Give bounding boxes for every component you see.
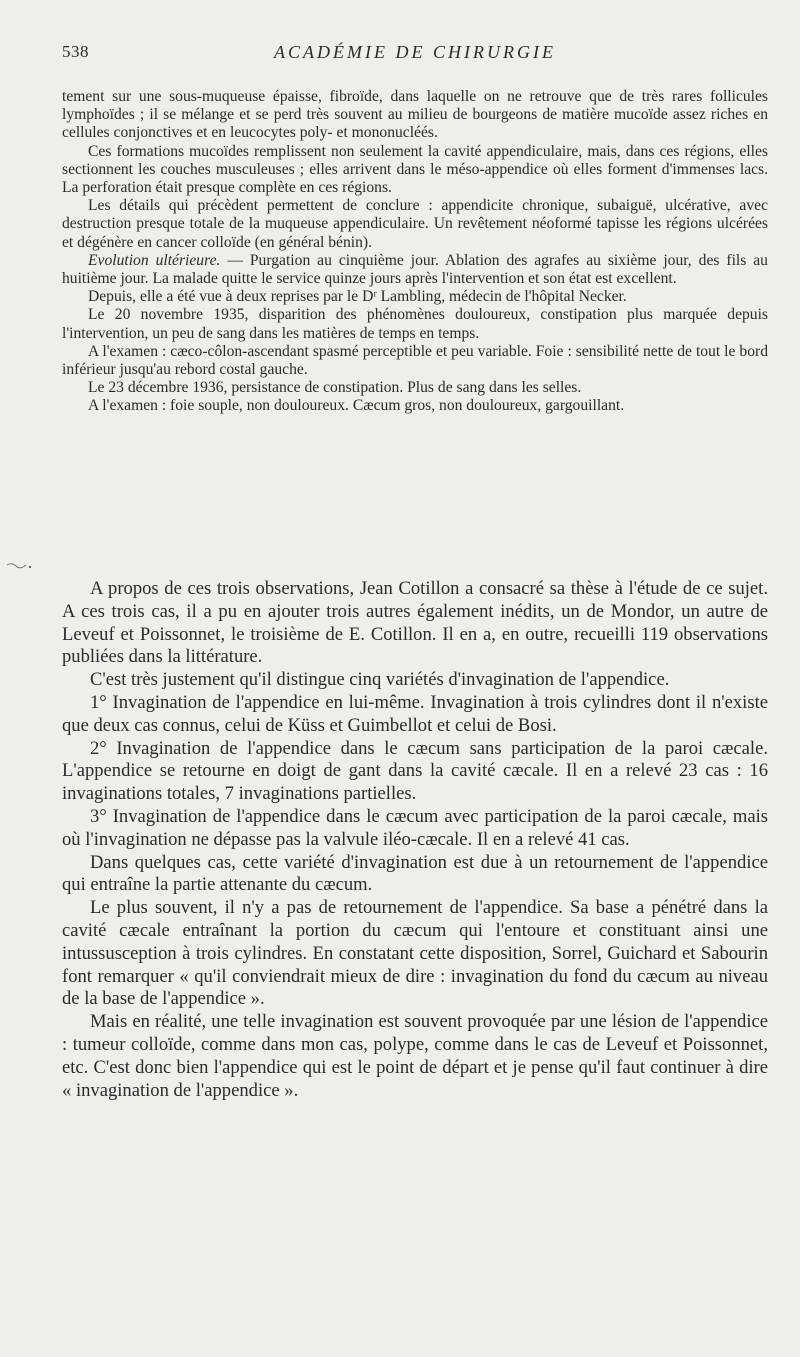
paragraph-evolution xyxy=(62,252,768,288)
page-header xyxy=(62,42,768,66)
paragraph: 3° Invagination de l'appendice dans le cæcum avec participation de la paroi cæcale, mais où l'invagination ne dépasse pas la valvule iléo-cæcale. Il en a relevé 41 cas. xyxy=(62,805,768,850)
paragraph: Le 20 novembre 1935, disparition des phénomènes douloureux, constipation plus marquée depuis l'intervention, un peu de sang dans les matières de temps en temps. xyxy=(62,306,768,342)
paragraph: Ces formations mucoïdes remplissent non seulement la cavité appendiculaire, mais, dans ces régions, elles sectionnent les couches musculeuses ; elles arrivent dans le méso-appendice où elles forment d'immenses lacs. La perforation était presque complète en ces régions. xyxy=(62,142,768,197)
paragraph: Le 23 décembre 1936, persistance de constipation. Plus de sang dans les selles. xyxy=(88,379,582,397)
case-report-block xyxy=(62,88,768,416)
margin-scribble-mark xyxy=(6,560,34,570)
paragraph: Mais en réalité, une telle invagination est souvent provoquée par une lésion de l'appendice : tumeur colloïde, comme dans mon cas, polype, comme dans le cas de Leveuf et Poissonnet, etc. C'est donc bien l'appendice qui est le point de départ et je pense qu'il faut continuer à dire « invagination de l'appendice ». xyxy=(62,1011,768,1101)
paragraph: A l'examen : cæco-côlon-ascendant spasmé perceptible et peu variable. Foie : sensibilité nette de tout le bord inférieur jusqu'au rebord costal gauche. xyxy=(62,342,768,379)
paragraph: C'est très justement qu'il distingue cinq variétés d'invagination de l'appendice. xyxy=(90,669,670,691)
paragraph: tement sur une sous-muqueuse épaisse, fibroïde, dans laquelle on ne retrouve que de très rares follicules lymphoïdes ; il se mélange et se perd très souvent au milieu de bourgeons de matière mucoïde assez riches en cellules conjonctives et en leucocytes poly- et mononucléés. xyxy=(62,88,768,142)
paragraph: 2° Invagination de l'appendice dans le cæcum sans participation de la paroi cæcale. L'appendice se retourne en doigt de gant dans la cavité cæcale. Il en a relevé 23 cas : 16 invaginations totales, 7 invaginations partielles. xyxy=(62,737,768,805)
paragraph: Les détails qui précèdent permettent de conclure : appendicite chronique, subaiguë, ulcérative, avec destruction presque totale de la muqueuse appendiculaire. Un revêtement néoformé tapisse les régions ulcérées et dégénère en cancer colloïde (en général bénin). xyxy=(62,197,768,251)
paragraph: A l'examen : foie souple, non douloureux. Cæcum gros, non douloureux, gargouillant. xyxy=(88,397,625,415)
section-lead-italic: Evolution ultérieure. xyxy=(88,251,221,269)
commentary-block xyxy=(62,578,768,1102)
running-title: ACADÉMIE DE CHIRURGIE xyxy=(274,42,556,62)
paragraph: Depuis, elle a été vue à deux reprises par le Dʳ Lambling, médecin de l'hôpital Necker. xyxy=(88,288,627,306)
paragraph-text: — Purgation au cinquième jour. Ablation des agrafes au sixième jour, des fils au huitième jour. La malade quitte le service quinze jours après l'intervention et son état est excellent. xyxy=(62,251,768,288)
paragraph: 1° Invagination de l'appendice en lui-même. Invagination à trois cylindres dont il n'existe que deux cas connus, celui de Küss et Guimbellot et celui de Bosi. xyxy=(62,691,768,736)
paragraph: A propos de ces trois observations, Jean Cotillon a consacré sa thèse à l'étude de ce sujet. A ces trois cas, il a pu en ajouter trois autres également inédits, un de Mondor, un autre de Leveuf et Poissonnet, le troisième de E. Cotillon. Il en a, en outre, recueilli 119 observations publiées dans la littérature. xyxy=(62,578,768,668)
paragraph: Le plus souvent, il n'y a pas de retournement de l'appendice. Sa base a pénétré dans la cavité cæcale entraînant la portion du cæcum qui l'entoure et constituant ainsi une intussusception à trois cylindres. En constatant cette disposition, Sorrel, Guichard et Sabourin font remarquer « qu'il conviendrait mieux de dire : invagination du fond du cæcum au niveau de la base de l'appendice ». xyxy=(62,897,768,1010)
page-number: 538 xyxy=(62,42,89,61)
paragraph: Dans quelques cas, cette variété d'invagination est due à un retournement de l'appendice qui entraîne la partie attenante du cæcum. xyxy=(62,851,768,896)
